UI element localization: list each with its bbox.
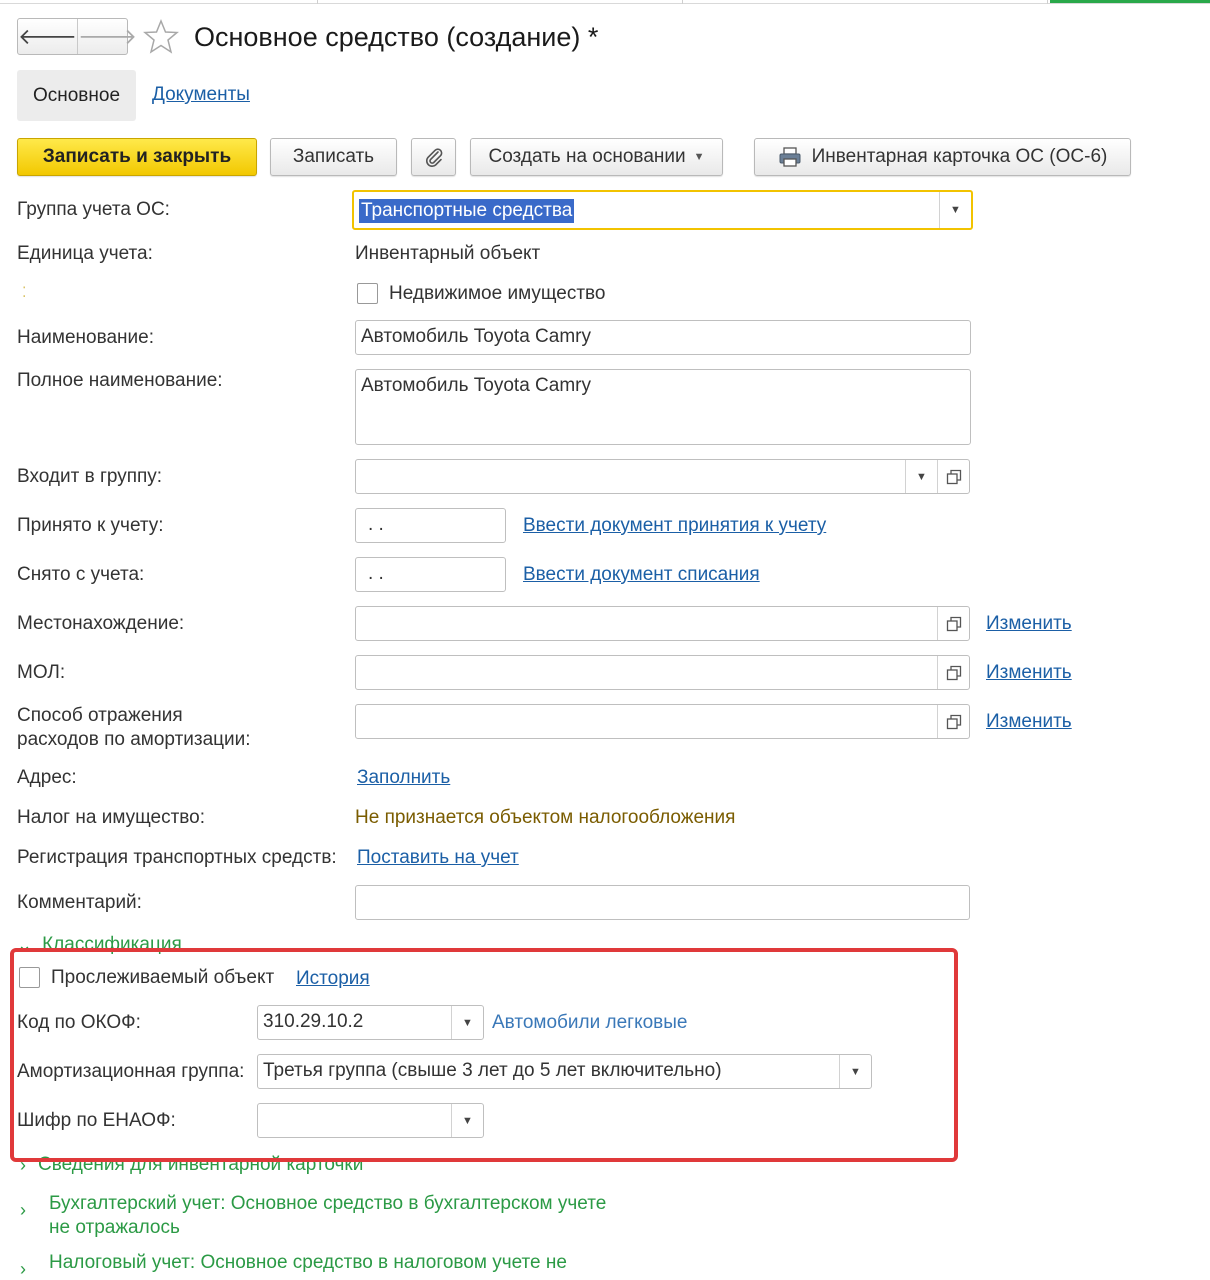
tax-accounting-section-label: Налоговый учет: Основное средство в налоговом учете не — [49, 1252, 567, 1273]
accepted-date-label: Принято к учету: — [17, 515, 164, 536]
enter-acceptance-doc-link[interactable]: Ввести документ принятия к учету — [523, 515, 827, 536]
save-and-close-button[interactable]: Записать и закрыть — [17, 138, 257, 176]
vehicle-registration-label: Регистрация транспортных средств: — [17, 847, 337, 868]
chevron-down-icon[interactable]: ▼ — [939, 192, 971, 228]
chevron-down-icon: ⌄ — [17, 934, 33, 955]
open-window-icon[interactable] — [937, 656, 969, 689]
tab-main[interactable]: Основное — [17, 70, 136, 121]
tab-documents[interactable]: Документы — [152, 84, 250, 105]
realty-checkbox[interactable] — [357, 283, 378, 304]
unit-label: Единица учета: — [17, 243, 153, 264]
window-top-strip — [0, 0, 1210, 4]
name-label: Наименование: — [17, 327, 154, 348]
forward-arrow-icon[interactable]: 🡒 — [77, 19, 137, 54]
full-name-label: Полное наименование: — [17, 370, 223, 391]
save-button[interactable]: Записать — [270, 138, 397, 176]
group-select-value: Транспортные средства — [361, 200, 573, 221]
history-link[interactable]: История — [296, 968, 370, 989]
chevron-down-icon[interactable]: ▼ — [905, 460, 937, 493]
okof-code-label: Код по ОКОФ: — [17, 1012, 141, 1033]
comment-label: Комментарий: — [17, 892, 142, 913]
enter-writeoff-doc-link[interactable]: Ввести документ списания — [523, 564, 760, 585]
change-location-link[interactable]: Изменить — [986, 613, 1072, 634]
property-tax-label: Налог на имущество: — [17, 807, 206, 828]
inventory-card-info-label: Сведения для инвентарной карточки — [38, 1154, 364, 1175]
realty-label: Недвижимое имущество — [389, 283, 606, 304]
location-label: Местонахождение: — [17, 613, 185, 634]
back-arrow-icon[interactable]: 🡐 — [18, 23, 77, 49]
attach-button[interactable] — [411, 138, 456, 176]
property-tax-value: Не признается объектом налогообложения — [355, 807, 736, 828]
group-label: Группа учета ОС: — [17, 199, 170, 220]
address-label: Адрес: — [17, 767, 77, 788]
accounting-section-line1: Бухгалтерский учет: Основное средство в бухгалтерском учете — [49, 1193, 607, 1214]
change-mol-link[interactable]: Изменить — [986, 662, 1072, 683]
comment-input[interactable] — [355, 885, 970, 920]
printer-icon — [778, 146, 802, 168]
highlight-frame — [10, 948, 958, 1162]
dotted-marker: ⁚ — [22, 284, 27, 300]
chevron-right-icon: › — [20, 1259, 26, 1279]
chevron-down-icon[interactable]: ▼ — [451, 1006, 483, 1039]
mol-field[interactable] — [355, 655, 970, 690]
enaof-code-label: Шифр по ЕНАОФ: — [17, 1110, 176, 1131]
location-field[interactable] — [355, 606, 970, 641]
paperclip-icon — [423, 146, 445, 168]
open-window-icon[interactable] — [937, 460, 969, 493]
accepted-date-input[interactable] — [355, 508, 506, 543]
chevron-right-icon: › — [20, 1200, 26, 1220]
depreciation-group-label: Амортизационная группа: — [17, 1061, 245, 1082]
inventory-card-label: Инвентарная карточка ОС (ОС-6) — [811, 146, 1108, 167]
register-vehicle-link[interactable]: Поставить на учет — [357, 847, 519, 868]
accepted-date-value: . . — [368, 514, 384, 535]
full-name-textarea[interactable] — [355, 369, 971, 445]
name-input[interactable] — [355, 320, 971, 355]
chevron-right-icon: › — [20, 1154, 26, 1175]
unit-value: Инвентарный объект — [355, 243, 541, 264]
expense-method-label-line2: расходов по амортизации: — [17, 729, 251, 750]
open-window-icon[interactable] — [937, 607, 969, 640]
chevron-down-icon[interactable]: ▼ — [839, 1055, 871, 1088]
favorite-star-icon[interactable] — [142, 18, 180, 56]
name-input-value: Автомобиль Toyota Camry — [361, 326, 591, 347]
removed-date-input[interactable] — [355, 557, 506, 592]
full-name-value: Автомобиль Toyota Camry — [361, 375, 591, 396]
fill-address-link[interactable]: Заполнить — [357, 767, 451, 788]
expense-method-label-line1: Способ отражения — [17, 705, 183, 726]
accounting-section-line2: не отражалось — [49, 1217, 180, 1238]
history-nav — [17, 18, 137, 55]
open-window-icon[interactable] — [937, 705, 969, 738]
removed-date-label: Снято с учета: — [17, 564, 145, 585]
removed-date-value: . . — [368, 563, 384, 584]
tracked-object-label: Прослеживаемый объект — [51, 967, 275, 988]
parent-group-select[interactable] — [355, 459, 970, 494]
create-based-on-label: Создать на основании — [488, 146, 686, 167]
inventory-card-button[interactable] — [754, 138, 1131, 176]
parent-group-label: Входит в группу: — [17, 466, 163, 487]
change-expense-method-link[interactable]: Изменить — [986, 711, 1072, 732]
group-select[interactable] — [352, 190, 973, 230]
mol-label: МОЛ: — [17, 662, 66, 683]
depreciation-group-value: Третья группа (свыше 3 лет до 5 лет включительно) — [263, 1060, 722, 1081]
okof-code-value: 310.29.10.2 — [263, 1011, 364, 1032]
create-based-on-button[interactable] — [470, 138, 723, 176]
classification-header-label: Классификация — [42, 934, 182, 955]
chevron-down-icon: ▼ — [693, 151, 705, 163]
chevron-down-icon[interactable]: ▼ — [451, 1104, 483, 1137]
okof-description: Автомобили легковые — [492, 1012, 688, 1033]
expense-method-field[interactable] — [355, 704, 970, 739]
page-title: Основное средство (создание) * — [194, 22, 599, 52]
